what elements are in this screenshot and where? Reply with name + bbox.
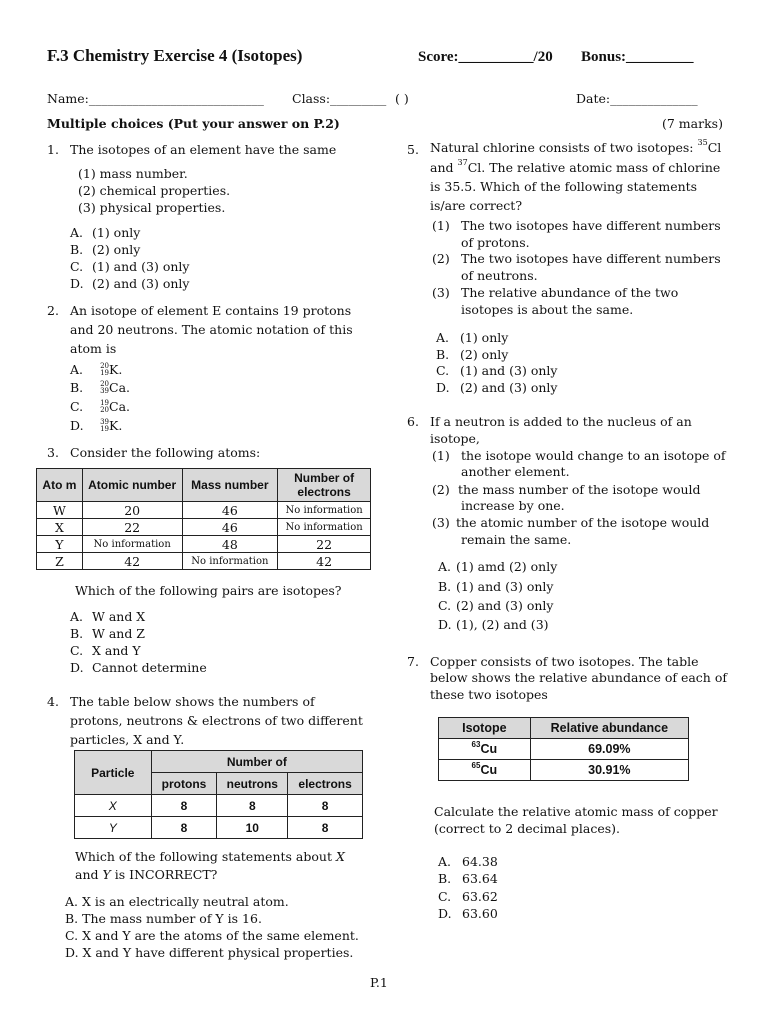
statement: The two isotopes have different numbers [461,251,721,266]
instructions: Multiple choices (Put your answer on P.2) [47,116,340,131]
table-cell: $^{65}$Cu [439,760,531,781]
option-letter: B. [436,347,450,362]
option-text: D. X and Y have different physical properties. [65,945,354,960]
column-header: Atomic number [82,469,182,502]
question-number: 4. [47,694,59,709]
table-header-row [37,469,371,502]
question-number: 2. [47,303,59,318]
option-text: (1) and (3) only [92,259,190,274]
option-letter: D. [70,276,84,291]
table-cell: 48 [182,536,278,553]
table-cell: Y [75,817,152,839]
column-header: Number of electrons [278,469,371,502]
question-line: Natural chlorine consists of two isotopes: $^{35}$Cl [430,138,722,155]
table-row [75,795,363,817]
statement-number: (2) [432,482,450,497]
option-text: (1) and (3) only [456,579,554,594]
option-letter: C. [438,598,452,613]
column-header: protons [151,773,217,795]
option-letter: C. [70,259,84,274]
copper-isotope-table [438,717,689,781]
option-text: B. The mass number of Y is 16. [65,911,262,926]
option-letter: C. [70,643,84,658]
option-letter: B. [70,626,84,641]
table-cell: Z [37,553,83,570]
table-cell: Y [37,536,83,553]
option-letter: D. [438,617,452,632]
option-text: (2) only [460,347,509,362]
question-line: An isotope of element E contains 19 protons [70,303,352,318]
option-letter: A. [70,362,84,377]
statement: the isotope would change to an isotope of [461,448,726,463]
table-row [439,739,689,760]
statement-number: (3) [432,285,450,300]
option-text: (1), (2) and (3) [456,617,549,632]
option-letter: B. [70,242,84,257]
table-cell: 42 [82,553,182,570]
statement: The two isotopes have different numbers [461,218,721,233]
table-cell: 8 [151,817,217,839]
statement: (2) chemical properties. [78,183,231,198]
table-cell: X [37,519,83,536]
option-notation: 20 39 Ca. [100,380,130,395]
option-letter: D. [70,418,84,433]
option-text: 64.38 [462,854,498,869]
option-letter: B. [438,871,452,886]
question-line: Copper consists of two isotopes. The table [430,654,699,669]
option-letter: C. [70,399,84,414]
option-letter: A. [438,559,452,574]
question-line: below shows the relative abundance of each of [430,670,727,685]
question-text: Calculate the relative atomic mass of copper [434,804,718,819]
statement: of protons. [461,235,530,250]
column-header: Number of [151,751,362,773]
option-letter: C. [436,363,450,378]
table-cell: X [75,795,152,817]
question-text: and Y is INCORRECT? [75,867,218,882]
table-cell: 8 [288,817,363,839]
statement: (1) mass number. [78,166,188,181]
option-text: (1) only [460,330,509,345]
question-text: Which of the following statements about X [75,849,345,864]
option-letter: C. [438,889,452,904]
option-notation: 20 19 K. [100,362,123,377]
statement: of neutrons. [461,268,538,283]
statement-number: (2) [432,251,450,266]
table-cell: 42 [278,553,371,570]
page-title: F.3 Chemistry Exercise 4 (Isotopes) [47,46,303,65]
option-text: (2) only [92,242,141,257]
table-cell: 8 [217,795,288,817]
option-letter: A. [436,330,450,345]
question-line: If a neutron is added to the nucleus of an [430,414,692,429]
statement: the atomic number of the isotope would [456,515,710,530]
table-cell: No information [278,519,371,536]
table-cell: 46 [182,519,278,536]
option-letter: B. [70,380,84,395]
table-cell: 22 [278,536,371,553]
score-field: Score:__________/20 [418,49,553,65]
question-number: 7. [407,654,419,669]
question-line: The table below shows the numbers of [70,694,315,709]
option-text: A. X is an electrically neutral atom. [65,894,289,909]
table-row [75,817,363,839]
option-text: (1) and (3) only [460,363,558,378]
option-letter: A. [70,609,84,624]
option-notation: 39 19 K. [100,418,123,433]
question-stem: Consider the following atoms: [70,445,261,460]
option-letter: A. [70,225,84,240]
column-header: electrons [288,773,363,795]
question-number: 6. [407,414,419,429]
question-line: particles, X and Y. [70,732,185,747]
column-header: Mass number [182,469,278,502]
statement: The relative abundance of the two [461,285,679,300]
option-letter: D. [70,660,84,675]
option-text: 63.60 [462,906,498,921]
table-row [439,760,689,781]
table-row [37,536,371,553]
table-row [37,553,371,570]
option-text: C. X and Y are the atoms of the same element. [65,928,359,943]
question-number: 1. [47,142,59,157]
date-field: Date:______________ [576,91,698,106]
statement-number: (1) [432,218,450,233]
table-cell: 8 [151,795,217,817]
table-cell: 22 [82,519,182,536]
option-text: 63.64 [462,871,498,886]
option-text: W and X [92,609,146,624]
table-cell: 8 [288,795,363,817]
question-number: 5. [407,142,419,157]
question-number: 3. [47,445,59,460]
option-notation: 19 20 Ca. [100,399,130,414]
statement: the mass number of the isotope would [458,482,701,497]
table-row [37,502,371,519]
option-text: W and Z [92,626,145,641]
statement-number: (1) [432,448,450,463]
option-text: X and Y [92,643,141,658]
option-text: (2) and (3) only [456,598,554,613]
statement: another element. [461,464,570,479]
table-cell: No information [82,536,182,553]
statement: increase by one. [461,498,565,513]
column-header: Ato m [37,469,83,502]
table-row [37,519,371,536]
option-letter: B. [438,579,452,594]
question-text: (correct to 2 decimal places). [434,821,620,836]
option-text: (2) and (3) only [92,276,190,291]
question-line: isotope, [430,431,480,446]
option-text: (1) amd (2) only [456,559,558,574]
option-letter: A. [438,854,452,869]
question-text: Which of the following pairs are isotopes? [75,583,342,598]
option-text: (2) and (3) only [460,380,558,395]
statement: (3) physical properties. [78,200,226,215]
statement: isotopes is about the same. [461,302,634,317]
page-number: P.1 [370,975,388,990]
table-cell: 69.09% [530,739,688,760]
table-cell: W [37,502,83,519]
name-field: Name:____________________________ [47,91,264,106]
question-line: is 35.5. Which of the following statements [430,179,698,194]
class-number-field: ( ) [395,91,409,106]
table-cell: 20 [82,502,182,519]
question-line: these two isotopes [430,687,548,702]
question-line: protons, neutrons & electrons of two different [70,713,363,728]
column-header: neutrons [217,773,288,795]
column-header: Isotope [439,718,531,739]
option-text: Cannot determine [92,660,207,675]
class-field: Class:_________ [292,91,387,106]
table-cell: $^{63}$Cu [439,739,531,760]
question-line: is/are correct? [430,198,523,213]
statement: remain the same. [461,532,572,547]
option-letter: D. [436,380,450,395]
option-text: 63.62 [462,889,498,904]
statement-number: (3) [432,515,450,530]
option-letter: D. [438,906,452,921]
column-header: Particle [75,751,152,795]
table-cell: No information [278,502,371,519]
column-header: Relative abundance [530,718,688,739]
marks: (7 marks) [662,116,723,131]
table-cell: 30.91% [530,760,688,781]
table-cell: No information [182,553,278,570]
question-line: and 20 neutrons. The atomic notation of this [70,322,353,337]
option-text: (1) only [92,225,141,240]
table-cell: 10 [217,817,288,839]
particles-table [74,750,363,839]
question-line: and $^{37}$Cl. The relative atomic mass of chlorine [430,158,721,175]
bonus-field: Bonus:_________ [581,49,694,65]
atoms-table [36,468,371,570]
question-line: atom is [70,341,117,356]
question-stem: The isotopes of an element have the same [70,142,337,157]
table-cell: 46 [182,502,278,519]
